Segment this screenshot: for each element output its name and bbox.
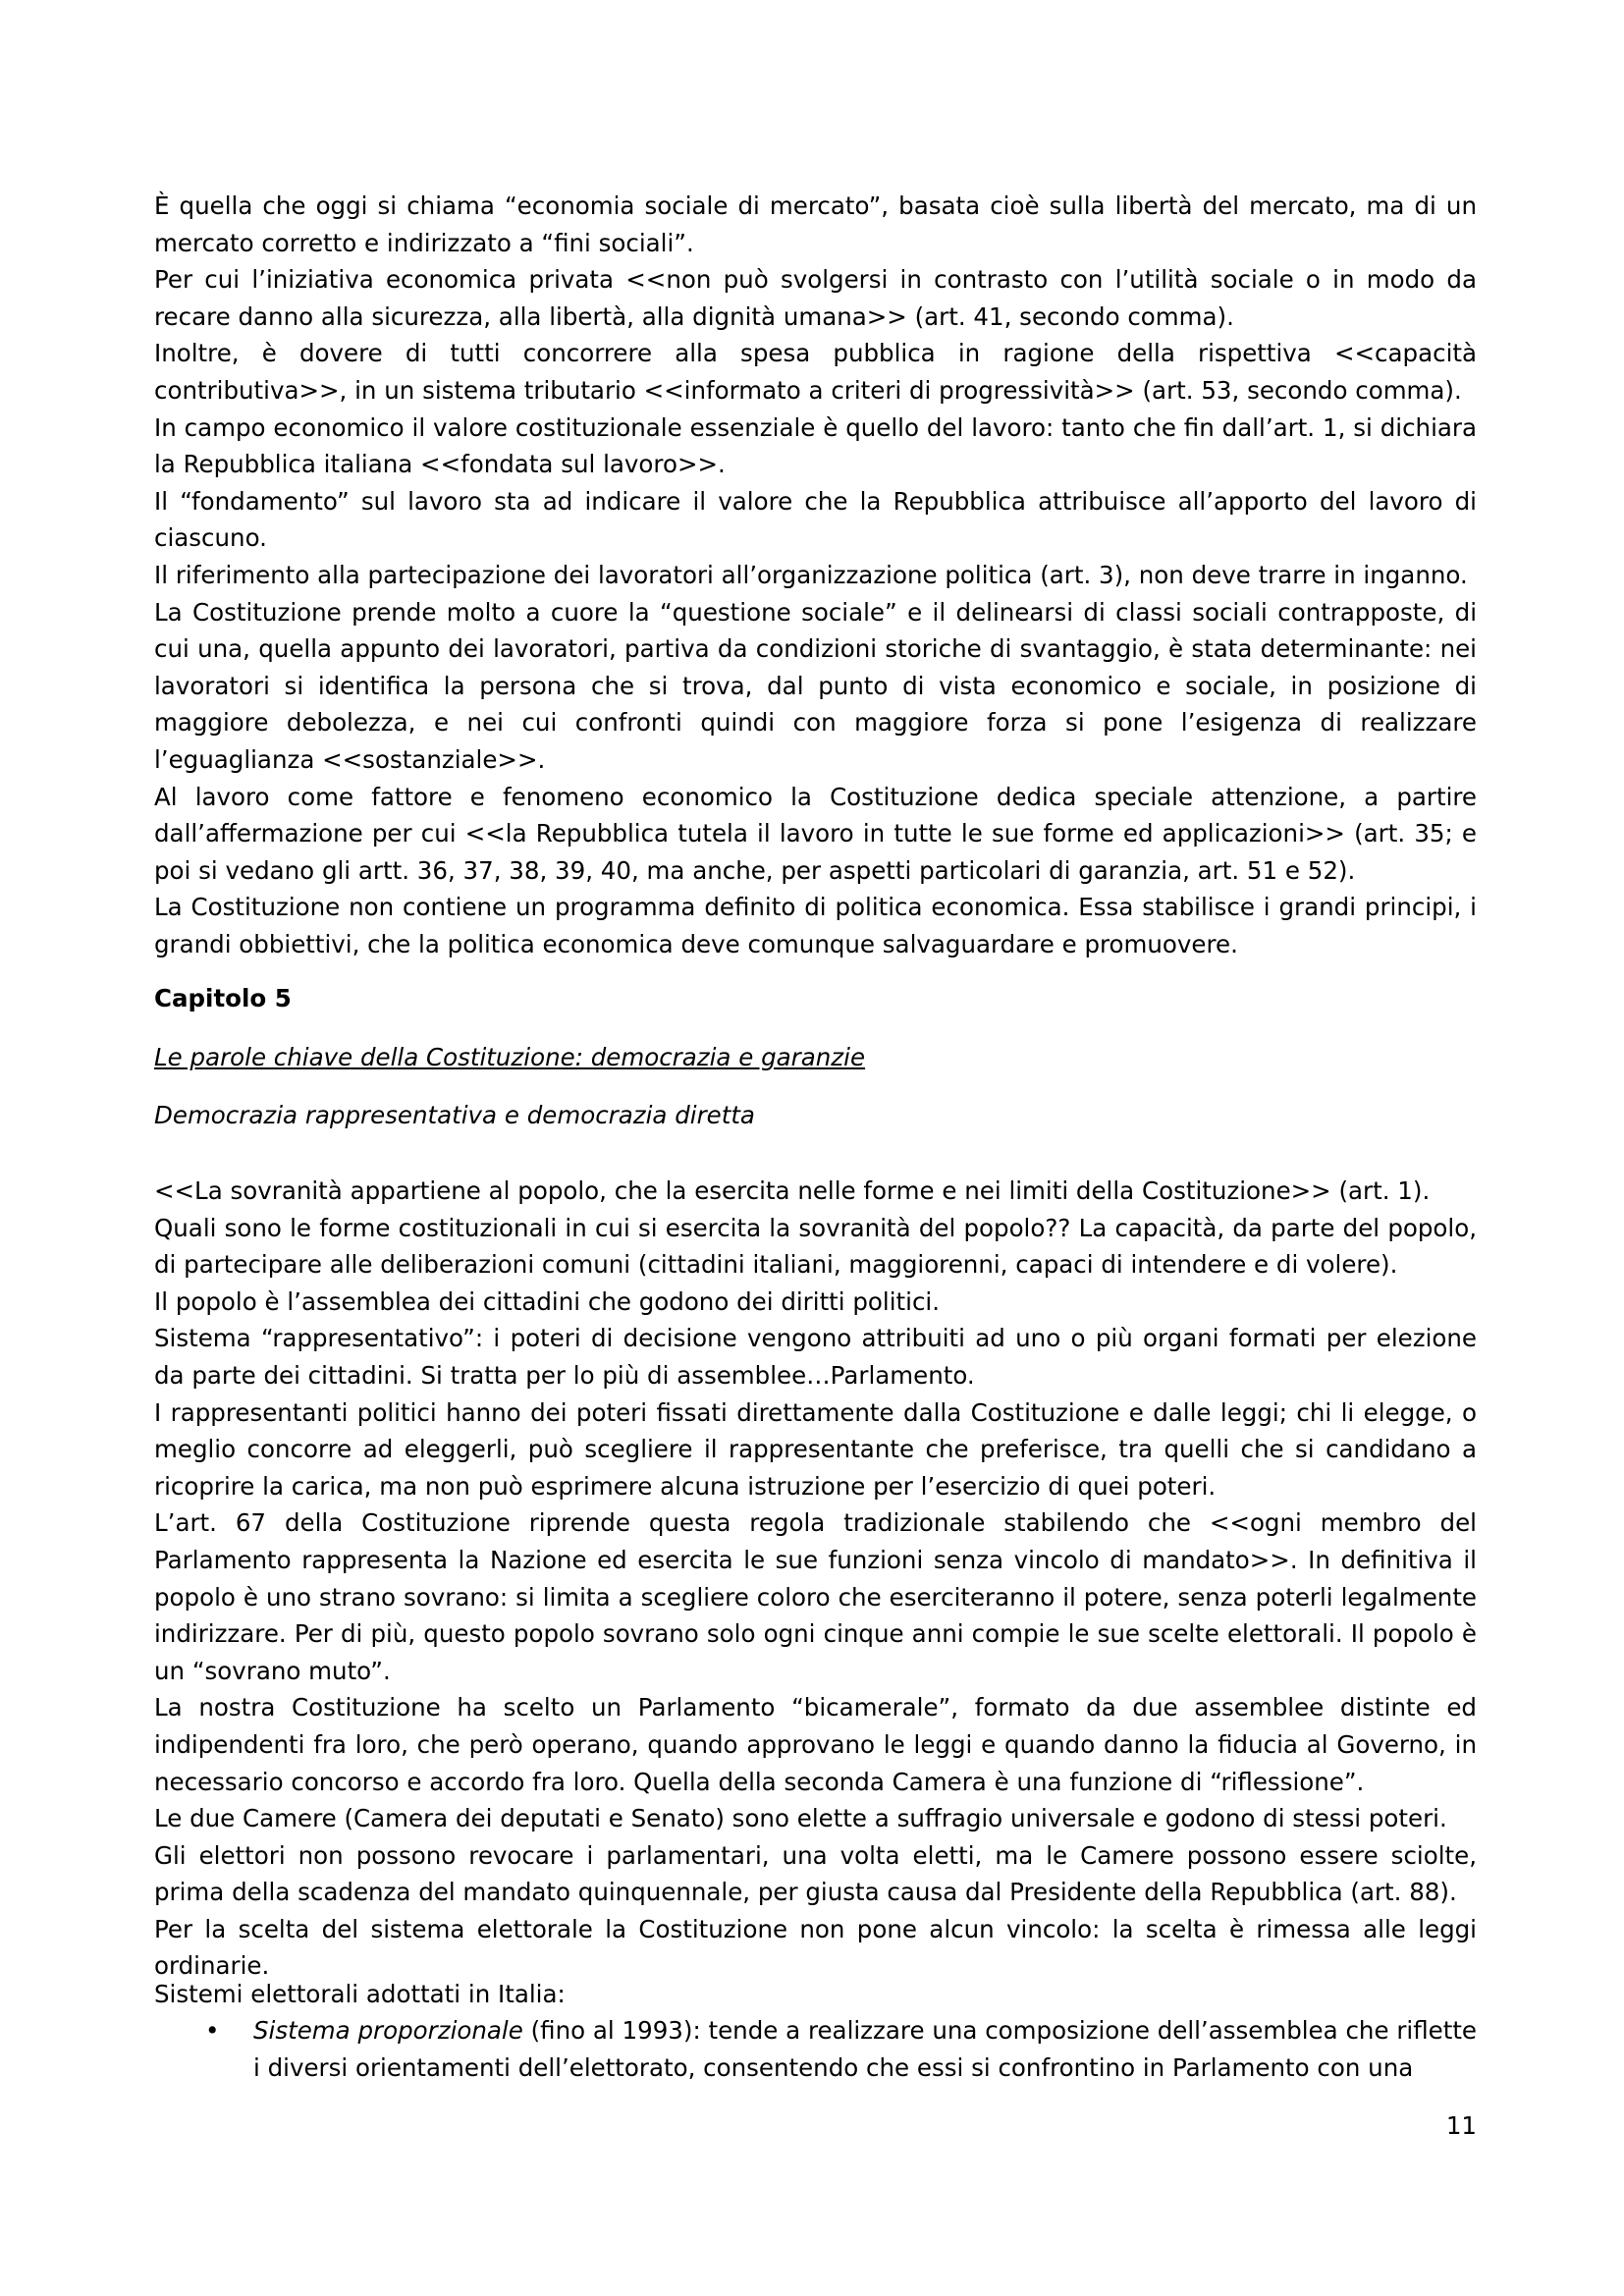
paragraph: Inoltre, è dovere di tutti concorrere alla spesa pubblica in ragione della rispettiva <<capacità contributiva>>, in un sistema tributario <<informato a criteri di progressività>> (art. 53, secondo comma). (154, 339, 1477, 405)
paragraph: Per cui l’iniziativa economica privata <<non può svolgersi in contrasto con l’utilità sociale o in modo da recare danno alla sicurezza, alla libertà, alla dignità umana>> (art. 41, secondo comma). (154, 265, 1477, 331)
paragraph: Il riferimento alla partecipazione dei lavoratori all’organizzazione politica (art. 3), non deve trarre in inganno. (154, 560, 1468, 589)
list-intro: Sistemi elettorali adottati in Italia: (154, 1980, 566, 2008)
list-item-term: Sistema proporzionale (253, 2016, 523, 2045)
list-item-text (253, 2012, 1477, 2086)
paragraph: <<La sovranità appartiene al popolo, che la esercita nelle forme e nei limiti della Costituzione>> (art. 1). (154, 1176, 1431, 1205)
body-text-bottom (154, 1173, 1477, 1985)
subsection-title: Democrazia rappresentativa e democrazia diretta (154, 1101, 755, 1129)
paragraph: La nostra Costituzione ha scelto un Parlamento “bicamerale”, formato da due assemblee distinte ed indipendenti fra loro, che però operano, quando approvano le leggi e quando danno la fiducia al Governo, in necessario concorso e accordo fra loro. Quella della seconda Camera è una funzione di “riflessione”. (154, 1693, 1477, 1796)
paragraph: I rappresentanti politici hanno dei poteri fissati direttamente dalla Costituzione e dalle leggi; chi li elegge, o meglio concorre ad eleggerli, può scegliere il rappresentante che preferisce, tra quelli che si candidano a ricoprire la carica, ma non può esprimere alcuna istruzione per l’esercizio di quei poteri. (154, 1397, 1477, 1501)
paragraph: Sistema “rappresentativo”: i poteri di decisione vengono attribuiti ad uno o più organi formati per elezione da parte dei cittadini. Si tratta per lo più di assemblee…Parlamento. (154, 1324, 1477, 1390)
page-number: 11 (1445, 2111, 1477, 2140)
paragraph: Il “fondamento” sul lavoro sta ad indicare il valore che la Repubblica attribuisce all’apporto del lavoro di ciascuno. (154, 486, 1477, 553)
paragraph: In campo economico il valore costituzionale essenziale è quello del lavoro: tanto che fin dall’art. 1, si dichiara la Repubblica italiana <<fondata sul lavoro>>. (154, 412, 1477, 479)
section-title: Le parole chiave della Costituzione: democrazia e garanzie (154, 1043, 866, 1071)
paragraph: È quella che oggi si chiama “economia sociale di mercato”, basata cioè sulla libertà del mercato, ma di un mercato corretto e indirizzato a “fini sociali”. (154, 191, 1477, 257)
paragraph: La Costituzione prende molto a cuore la “questione sociale” e il delinearsi di classi sociali contrapposte, di cui una, quella appunto dei lavoratori, partiva da condizioni storiche di svantaggio, è stata determinante: nei lavoratori si identifica la persona che si trova, dal punto di vista economico e sociale, in posizione di maggiore debolezza, e nei cui confronti quindi con maggiore forza si pone l’esigenza di realizzare l’eguaglianza <<sostanziale>>. (154, 597, 1477, 774)
paragraph: L’art. 67 della Costituzione riprende questa regola tradizionale stabilendo che <<ogni membro del Parlamento rappresenta la Nazione ed esercita le sue funzioni senza vincolo di mandato>>. In definitiva il popolo è uno strano sovrano: si limita a scegliere coloro che eserciteranno il potere, senza poterli legalmente indirizzare. Per di più, questo popolo sovrano solo ogni cinque anni compie le sue scelte elettorali. Il popolo è un “sovrano muto”. (154, 1508, 1477, 1685)
list-item-body: (fino al 1993): tende a realizzare una composizione dell’assemblea che riflette i diversi orientamenti dell’elettorato, consentendo che essi si confrontino in Parlamento con una (253, 2016, 1477, 2082)
paragraph: Per la scelta del sistema elettorale la Costituzione non pone alcun vincolo: la scelta è rimessa alle leggi ordinarie. (154, 1914, 1477, 1981)
paragraph: Il popolo è l’assemblea dei cittadini che godono dei diritti politici. (154, 1286, 941, 1316)
paragraph: Al lavoro come fattore e fenomeno economico la Costituzione dedica speciale attenzione, a partire dall’affermazione per cui <<la Repubblica tutela il lavoro in tutte le sue forme ed applicazioni>> (art. 35; e poi si vedano gli artt. 36, 37, 38, 39, 40, ma anche, per aspetti particolari di garanzia, art. 51 e 52). (154, 782, 1477, 885)
body-text-top (154, 188, 1477, 962)
paragraph: La Costituzione non contiene un programma definito di politica economica. Essa stabilisce i grandi principi, i grandi obbiettivi, che la politica economica deve comunque salvaguardare e promuovere. (154, 893, 1477, 958)
chapter-title: Capitolo 5 (154, 984, 292, 1012)
paragraph: Le due Camere (Camera dei deputati e Senato) sono elette a suffragio universale e godono di stessi poteri. (154, 1804, 1447, 1833)
bullet-icon: • (205, 2016, 220, 2045)
paragraph: Gli elettori non possono revocare i parlamentari, una volta eletti, ma le Camere possono essere sciolte, prima della scadenza del mandato quinquennale, per giusta causa dal Presidente della Repubblica (art. 88). (154, 1840, 1477, 1907)
paragraph: Quali sono le forme costituzionali in cui si esercita la sovranità del popolo?? La capacità, da parte del popolo, di partecipare alle deliberazioni comuni (cittadini italiani, maggiorenni, capaci di intendere e di volere). (154, 1213, 1477, 1280)
